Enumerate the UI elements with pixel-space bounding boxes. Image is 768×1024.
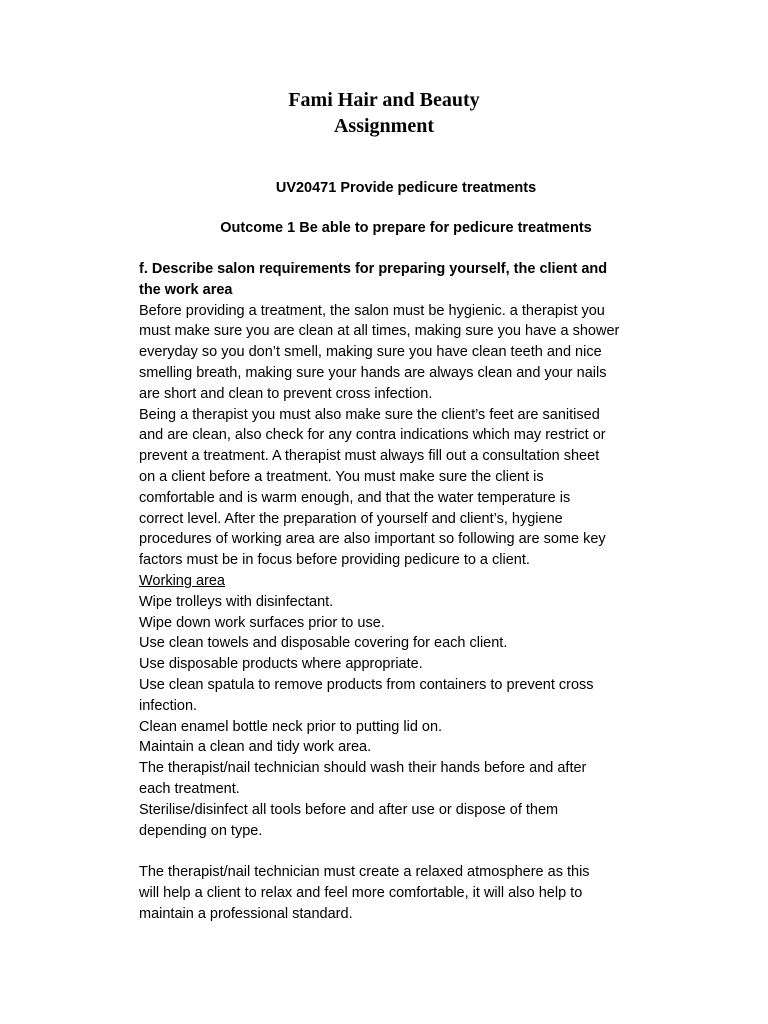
paragraph-line: comfortable and is warm enough, and that the water temperature is <box>139 489 571 506</box>
list-item: depending on type. <box>139 822 263 839</box>
paragraph-line: are short and clean to prevent cross infection. <box>139 385 433 402</box>
paragraph-line: and are clean, also check for any contra indications which may restrict or <box>139 427 606 444</box>
paragraph-line: factors must be in focus before providing pedicure to a client. <box>139 552 530 569</box>
working-area-list <box>139 592 684 842</box>
title-line-1: Fami Hair and Beauty <box>288 89 480 111</box>
paragraph-line: smelling breath, making sure your hands are always clean and your nails <box>139 364 607 381</box>
list-item: Use clean towels and disposable covering for each client. <box>139 635 508 652</box>
question-heading <box>139 259 684 301</box>
list-item: infection. <box>139 697 198 714</box>
paragraph-client-preparation <box>139 405 684 571</box>
paragraph-personal-hygiene <box>139 301 684 405</box>
unit-heading: UV20471 Provide pedicure treatments <box>275 180 537 196</box>
question-line: f. Describe salon requirements for preparing yourself, the client and <box>139 261 608 277</box>
document-title <box>0 87 768 139</box>
paragraph-line: correct level. After the preparation of yourself and client’s, hygiene <box>139 510 563 527</box>
paragraph-line: everyday so you don’t smell, making sure you have clean teeth and nice <box>139 344 602 361</box>
working-area-heading: Working area <box>139 572 225 589</box>
question-line: the work area <box>139 281 233 298</box>
paragraph-line: will help a client to relax and feel more comfortable, it will also help to <box>139 884 583 901</box>
list-item: Wipe trolleys with disinfectant. <box>139 593 334 610</box>
paragraph-line: must make sure you are clean at all times, making sure you have a shower <box>139 323 620 340</box>
paragraph-line: maintain a professional standard. <box>139 905 353 922</box>
paragraph-line: prevent a treatment. A therapist must always fill out a consultation sheet <box>139 448 600 465</box>
document-body <box>139 259 684 925</box>
list-item: Clean enamel bottle neck prior to putting lid on. <box>139 718 443 735</box>
paragraph-line: on a client before a treatment. You must make sure the client is <box>139 468 544 485</box>
list-item: Use disposable products where appropriate. <box>139 656 423 673</box>
outcome-heading: Outcome 1 Be able to prepare for pedicure treatments <box>220 220 592 236</box>
list-item: each treatment. <box>139 780 240 797</box>
list-item: Use clean spatula to remove products from containers to prevent cross <box>139 676 594 693</box>
title-line-2: Assignment <box>333 115 434 137</box>
paragraph-spacer <box>139 841 684 862</box>
list-item: The therapist/nail technician should wash their hands before and after <box>139 760 587 777</box>
paragraph-line: procedures of working area are also important so following are some key <box>139 531 606 548</box>
paragraph-line: The therapist/nail technician must create a relaxed atmosphere as this <box>139 864 590 881</box>
paragraph-line: Being a therapist you must also make sure the client’s feet are sanitised <box>139 406 600 423</box>
paragraph-line: Before providing a treatment, the salon must be hygienic. a therapist you <box>139 302 605 319</box>
list-item: Maintain a clean and tidy work area. <box>139 739 372 756</box>
list-item: Wipe down work surfaces prior to use. <box>139 614 385 631</box>
paragraph-closing <box>139 862 684 924</box>
list-item: Sterilise/disinfect all tools before and after use or dispose of them <box>139 801 559 818</box>
